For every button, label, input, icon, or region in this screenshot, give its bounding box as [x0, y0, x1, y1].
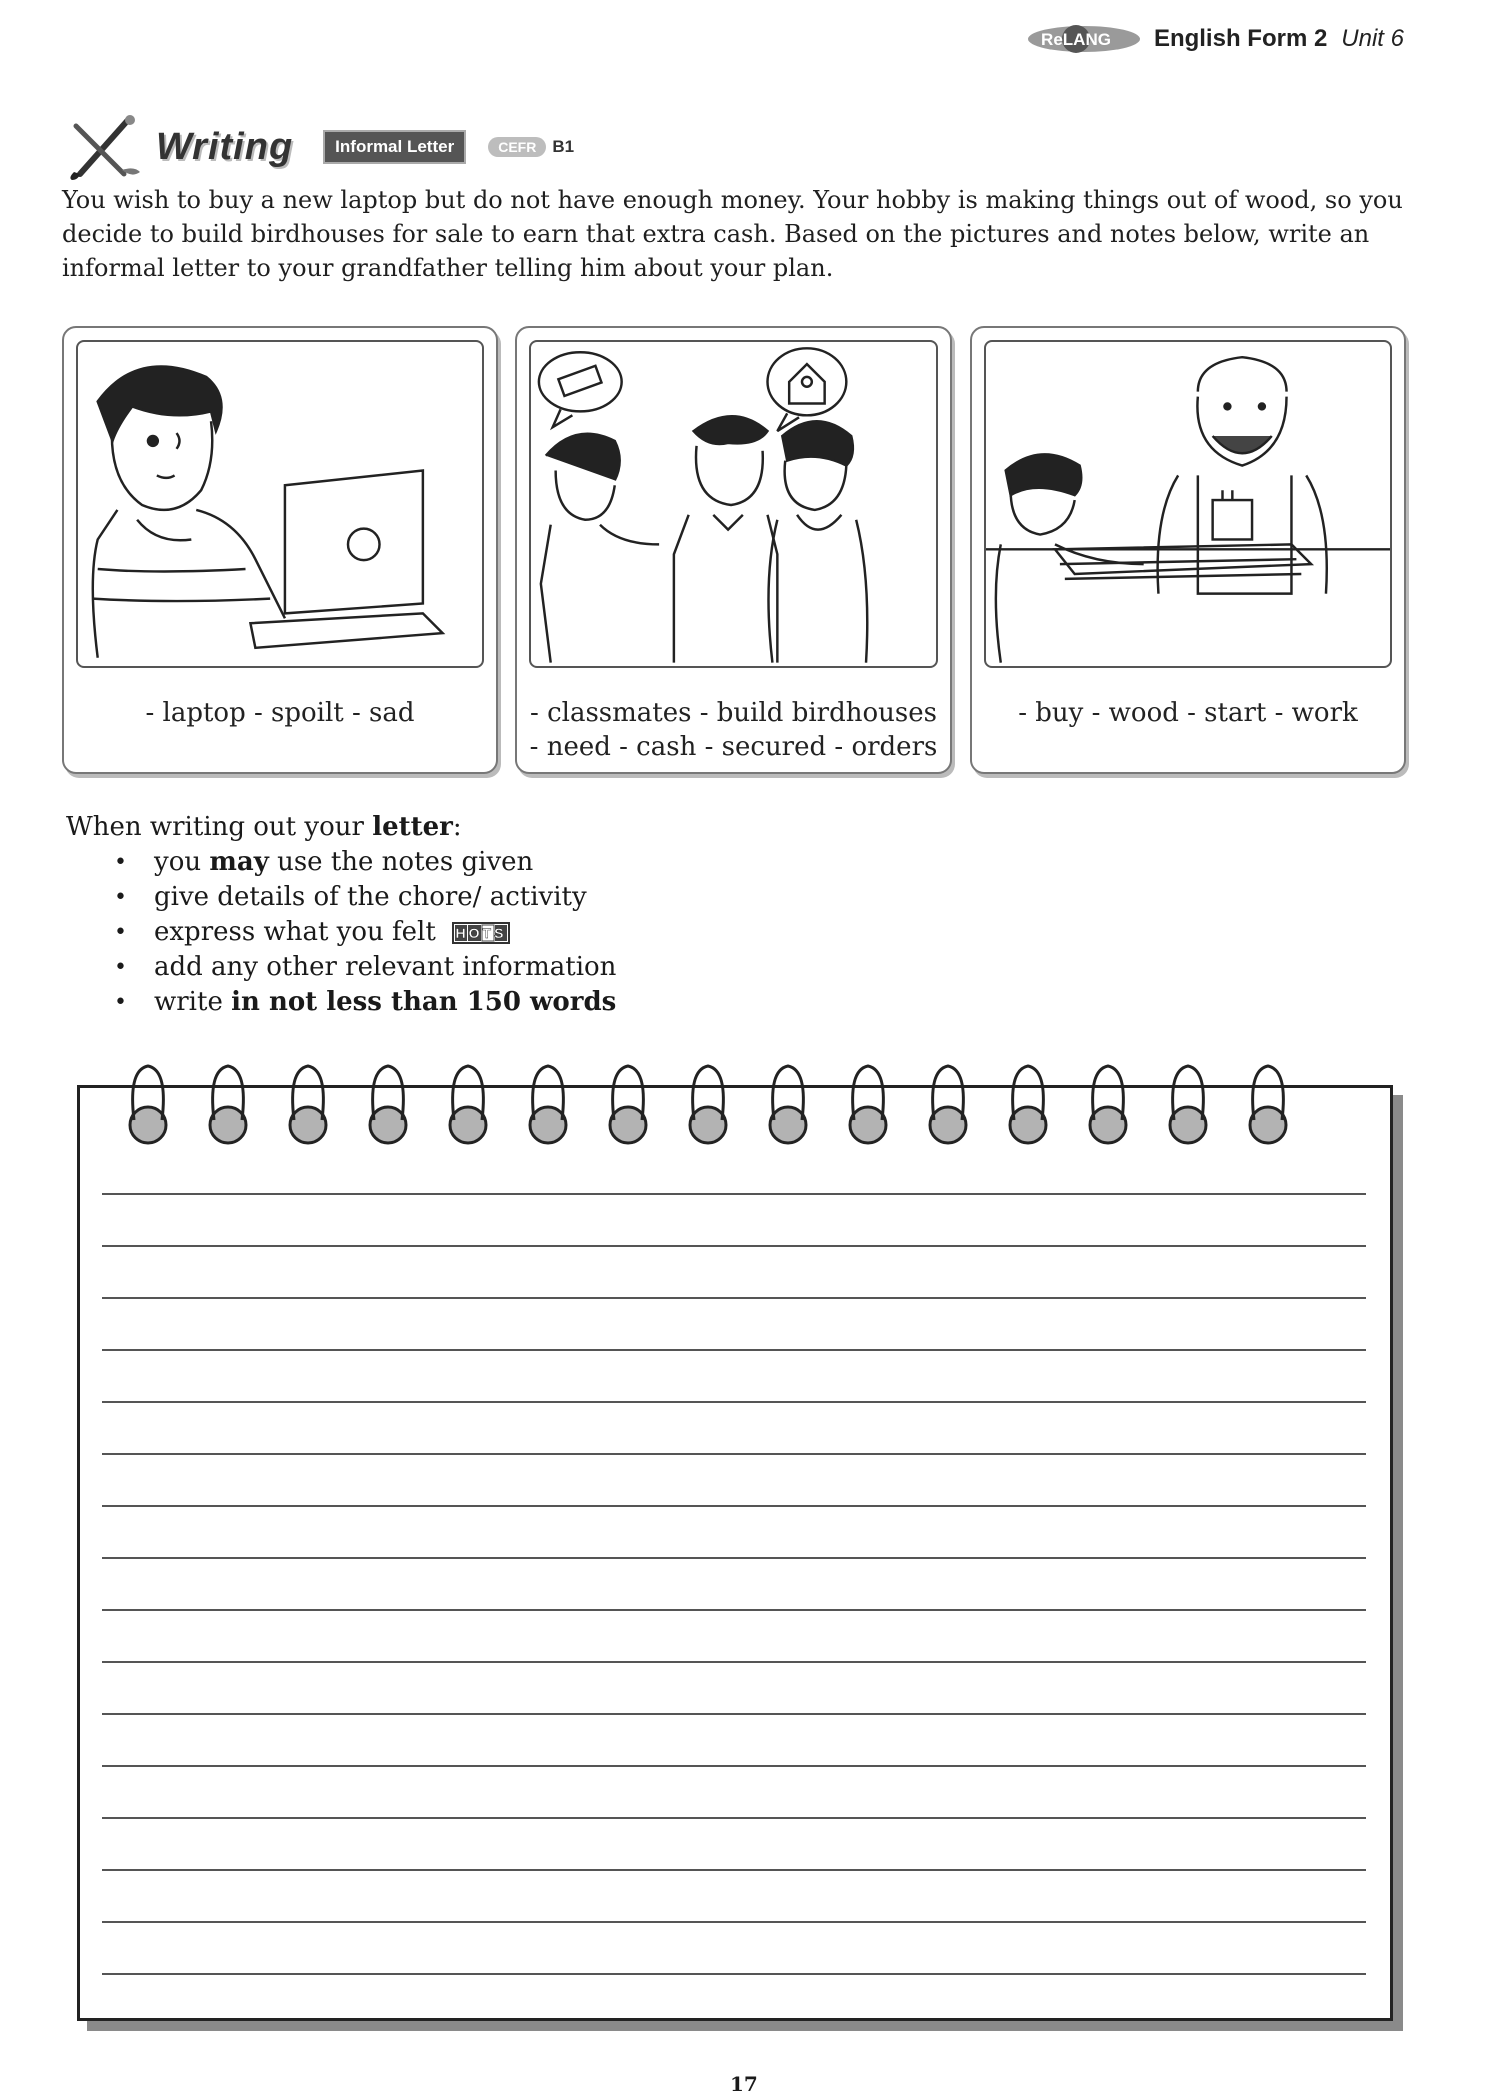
instructions-list: [114, 845, 616, 1020]
ruled-line: [102, 1349, 1366, 1351]
ruled-line: [102, 1713, 1366, 1715]
writing-instructions: [66, 810, 616, 1020]
spiral-ring-icon: [1170, 1066, 1206, 1143]
ruled-line: [102, 1817, 1366, 1819]
sad-boy-laptop-illustration: [78, 342, 482, 666]
instruction-item: • write in not less than 150 words: [114, 985, 616, 1020]
instruction-item: • express what you felt HOTS: [114, 915, 616, 950]
picture-panel-3: [970, 326, 1406, 774]
ruled-line: [102, 1505, 1366, 1507]
classmates-birdhouse-illustration: [531, 342, 936, 666]
pencil-brush-icon: [62, 112, 152, 182]
spiral-ring-icon: [850, 1066, 886, 1143]
section-title: Writing: [156, 125, 294, 168]
intro-bold-text: letter: [372, 812, 453, 842]
ruled-line: [102, 1453, 1366, 1455]
spiral-ring-icon: [770, 1066, 806, 1143]
spiral-ring-icon: [610, 1066, 646, 1143]
panel-3-illustration: [984, 340, 1392, 668]
ruled-line: [102, 1869, 1366, 1871]
instructions-intro: [66, 810, 616, 845]
spiral-ring-icon: [210, 1066, 246, 1143]
panel-2-illustration: [529, 340, 938, 668]
panel-2-caption: [517, 696, 950, 764]
spiral-ring-icon: [370, 1066, 406, 1143]
ruled-line: [102, 1245, 1366, 1247]
intro-text: When writing out your: [66, 812, 373, 842]
ruled-line: [102, 1765, 1366, 1767]
spiral-ring-icon: [1090, 1066, 1126, 1143]
section-heading: [62, 112, 574, 182]
panel-3-caption: [972, 696, 1404, 730]
task-type-tag: Informal Letter: [323, 130, 466, 164]
cefr-level: B1: [552, 137, 575, 156]
writing-area-notebook[interactable]: [77, 1085, 1393, 2021]
picture-panel-2: [515, 326, 952, 774]
cefr-badge: [488, 137, 574, 157]
spiral-ring-icon: [1250, 1066, 1286, 1143]
spiral-ring-icon: [290, 1066, 326, 1143]
hots-label: HOTS: [455, 925, 507, 941]
hots-icon: [452, 922, 510, 944]
spiral-ring-icon: [690, 1066, 726, 1143]
ruled-line: [102, 1609, 1366, 1611]
cefr-label: CEFR: [488, 137, 546, 157]
panel-3-caption-line-1: - buy - wood - start - work: [1018, 698, 1358, 728]
spiral-binding: [120, 1050, 1360, 1150]
spiral-ring-icon: [130, 1066, 166, 1143]
spiral-ring-icon: [1010, 1066, 1046, 1143]
spiral-ring-icon: [530, 1066, 566, 1143]
instruction-item: • give details of the chore/ activity: [114, 880, 616, 915]
panel-1-illustration: [76, 340, 484, 668]
ruled-line: [102, 1557, 1366, 1559]
panel-2-caption-line-1: - classmates - build birdhouses: [530, 698, 937, 728]
book-title: English Form 2: [1153, 25, 1328, 52]
brand-logo-icon: [1024, 22, 1144, 56]
picture-panel-1: [62, 326, 498, 774]
ruled-line: [102, 1973, 1366, 1975]
panel-2-caption-line-2: - need - cash - secured - orders: [529, 732, 938, 762]
spiral-ring-icon: [930, 1066, 966, 1143]
instruction-item: • add any other relevant information: [114, 950, 616, 985]
ruled-line: [102, 1661, 1366, 1663]
ruled-line: [102, 1921, 1366, 1923]
spiral-ring-icon: [450, 1066, 486, 1143]
intro-end-text: :: [452, 812, 462, 842]
panel-1-caption-line-1: - laptop - spoilt - sad: [145, 698, 415, 728]
instruction-item: • you may use the notes given: [114, 845, 616, 880]
ruled-line: [102, 1401, 1366, 1403]
book-unit: Unit 6: [1341, 25, 1404, 52]
ruled-line: [102, 1193, 1366, 1195]
page-header: [1024, 22, 1404, 56]
page-number: 17: [730, 2072, 758, 2091]
panel-1-caption: [64, 696, 496, 730]
brand-logo-letter: ReLANG: [1040, 30, 1111, 49]
ruled-line: [102, 1297, 1366, 1299]
buying-wood-illustration: [986, 342, 1390, 666]
task-prompt: You wish to buy a new laptop but do not have enough money. Your hobby is making things out of wood, so you decide to build birdhouses for sale to earn that extra cash. Based on the pictures and notes below, write an informal letter to your grandfather telling him about your plan.: [62, 186, 1403, 282]
